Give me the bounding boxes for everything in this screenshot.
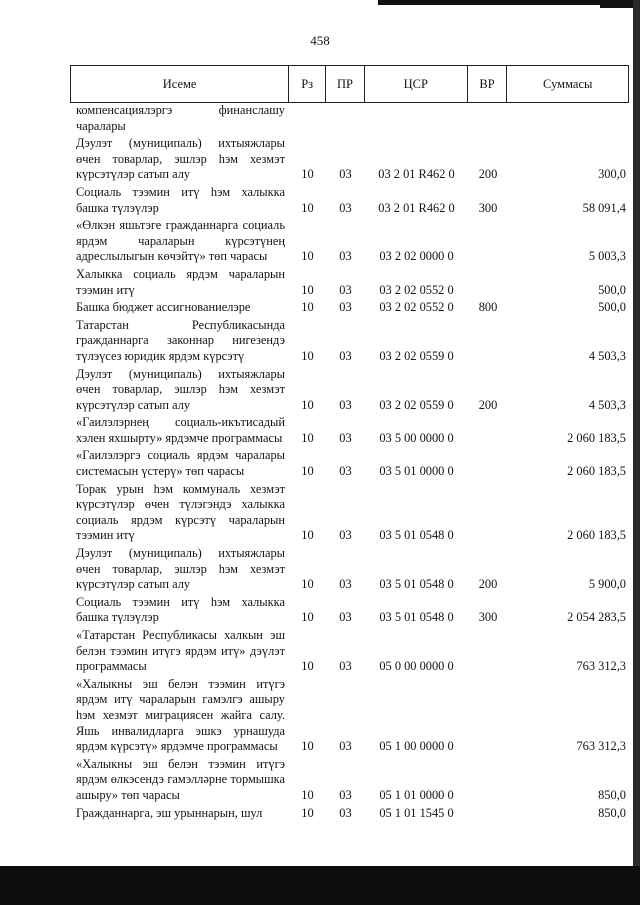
row-vr: 200 [478, 577, 498, 592]
row-pr: 03 [339, 167, 352, 182]
row-name: «Халыкны эш белэн тээмин итүгэ ярдэм итү чараларын гамэлгэ ашыру hэм хезмэт миграциясен жайга салу. Яшь инвалидларга эшкэ урнашуда ярдэм күрсэтү» ярдэмче программасы [76, 676, 285, 754]
row-name: Дэулэт (муниципаль) ихтыяжлары өчен товарлар, эшлэр hэм хезмэт күрсэтүлэр сатып алу [76, 546, 285, 592]
row-pr: 03 [339, 249, 352, 264]
table-row [70, 267, 629, 298]
row-csr [365, 103, 468, 134]
header-pr: ПР [326, 66, 365, 102]
row-vr [468, 415, 508, 446]
row-rz [289, 103, 326, 134]
page-number: 458 [310, 33, 330, 48]
row-pr: 03 [339, 397, 352, 412]
row-rz: 10 [301, 300, 314, 315]
row-name: «Гаилэлэрнең социаль-икътисадый хэлен яхшырту» ярдэмче программасы [76, 415, 285, 445]
row-rz: 10 [301, 282, 314, 297]
row-csr: 03 2 01 R462 0 [378, 200, 455, 215]
row-sum: 850,0 [598, 805, 626, 820]
row-rz: 10 [301, 739, 314, 754]
row-pr: 03 [339, 430, 352, 445]
row-csr: 03 5 01 0548 0 [379, 577, 454, 592]
row-pr: 03 [339, 348, 352, 363]
row-name: Торак урын hэм коммуналь хезмэт күрсэтүлэр өчен түлэгэндэ халыкка социаль ярдэм күрсэтү чараларын тээмин итү [76, 481, 285, 543]
row-pr: 03 [339, 787, 352, 802]
row-name: Башка бюджет ассигнованиелэре [76, 300, 251, 315]
row-rz: 10 [301, 249, 314, 264]
header-name: Исеме [71, 66, 289, 102]
table-row [70, 218, 629, 265]
row-rz: 10 [301, 805, 314, 820]
row-sum: 2 060 183,5 [567, 430, 626, 445]
row-sum: 500,0 [598, 300, 626, 315]
row-rz: 10 [301, 659, 314, 674]
table-row [70, 367, 629, 414]
row-rz: 10 [301, 167, 314, 182]
row-sum [508, 103, 629, 134]
table-row [70, 546, 629, 593]
row-csr: 03 2 02 0552 0 [379, 300, 454, 315]
row-pr [326, 103, 365, 134]
scan-edge-right [633, 0, 640, 905]
row-name: «Татарстан Республикасы халкын эш белэн тээмин итүгэ ярдэм итү» дэүлэт программасы [76, 628, 285, 674]
row-pr: 03 [339, 659, 352, 674]
header-vr: ВР [468, 66, 508, 102]
row-csr: 05 1 00 0000 0 [379, 739, 454, 754]
table-row [70, 677, 629, 755]
row-pr: 03 [339, 300, 352, 315]
row-rz: 10 [301, 430, 314, 445]
table-body [70, 103, 629, 823]
table-row [70, 482, 629, 544]
row-vr [468, 806, 508, 822]
row-vr: 800 [478, 300, 498, 315]
row-vr [468, 448, 508, 479]
row-csr: 03 2 02 0000 0 [379, 249, 454, 264]
row-vr [468, 482, 508, 544]
row-csr: 03 5 00 0000 0 [379, 430, 454, 445]
row-vr: 200 [478, 397, 498, 412]
row-sum: 4 503,3 [588, 397, 626, 412]
table-row [70, 136, 629, 183]
row-vr: 300 [478, 610, 498, 625]
row-rz: 10 [301, 348, 314, 363]
row-vr [468, 318, 508, 365]
row-name: Социаль тээмин итү hэм халыкка башка түлэүлэр [76, 184, 285, 215]
row-csr: 03 2 02 0559 0 [379, 348, 454, 363]
row-rz: 10 [301, 577, 314, 592]
row-name: компенсациялэргэ финанслашу чаралары [76, 103, 285, 133]
row-csr: 05 1 01 0000 0 [379, 787, 454, 802]
row-csr: 05 1 01 1545 0 [379, 805, 454, 820]
row-name: Халыкка социаль ярдэм чараларын тээмин итү [76, 266, 285, 297]
row-rz: 10 [301, 464, 314, 479]
row-vr: 300 [478, 200, 498, 215]
row-csr: 05 0 00 0000 0 [379, 659, 454, 674]
row-pr: 03 [339, 610, 352, 625]
row-sum: 58 091,4 [582, 200, 626, 215]
row-name: «Өлкэн яшьтэге гражданнарга социаль ярдэм чараларын күрсэтүнең адреслылыгын көчэйтү» төп чарасы [76, 218, 285, 264]
row-sum: 763 312,3 [576, 739, 626, 754]
table-row [70, 415, 629, 446]
row-pr: 03 [339, 464, 352, 479]
row-vr [468, 103, 508, 134]
row-name: Социаль тээмин итү hэм халыкка башка түлэүлэр [76, 594, 285, 625]
row-rz: 10 [301, 787, 314, 802]
row-pr: 03 [339, 739, 352, 754]
row-rz: 10 [301, 397, 314, 412]
row-csr: 03 2 01 R462 0 [378, 167, 455, 182]
row-sum: 500,0 [598, 282, 626, 297]
row-vr: 200 [478, 167, 498, 182]
table-row [70, 448, 629, 479]
row-rz: 10 [301, 200, 314, 215]
table-row [70, 757, 629, 804]
table-row [70, 595, 629, 626]
row-name: Татарстан Республикасында гражданнарга законнар нигезендэ түлэүсез юридик ярдэм күрсэтү [76, 317, 285, 363]
row-csr: 03 5 01 0548 0 [379, 528, 454, 543]
row-name: «Халыкны эш белэн тээмин итүгэ ярдэм өлкэсендэ гамэлләрне тормышка ашыру» төп чарасы [76, 756, 285, 802]
table-row [70, 185, 629, 216]
header-csr: ЦСР [365, 66, 468, 102]
row-sum: 2 054 283,5 [567, 610, 626, 625]
row-vr [468, 218, 508, 265]
row-csr: 03 5 01 0000 0 [379, 464, 454, 479]
row-sum: 5 003,3 [588, 249, 626, 264]
row-csr: 03 5 01 0548 0 [379, 610, 454, 625]
row-vr [468, 267, 508, 298]
row-sum: 5 900,0 [588, 577, 626, 592]
row-name: Дэулэт (муниципаль) ихтыяжлары өчен товарлар, эшлэр hэм хезмэт күрсэтүлэр сатып алу [76, 136, 285, 182]
row-pr: 03 [339, 282, 352, 297]
table-row [70, 628, 629, 675]
row-csr: 03 2 02 0559 0 [379, 397, 454, 412]
row-pr: 03 [339, 577, 352, 592]
row-rz: 10 [301, 528, 314, 543]
row-name: Гражданнарга, эш урыннарын, шул [76, 805, 263, 820]
table-row [70, 103, 629, 134]
table-row [70, 300, 629, 316]
row-name: Дэулэт (муниципаль) ихтыяжлары өчен товарлар, эшлэр hэм хезмэт күрсэтүлэр сатып алу [76, 366, 285, 412]
row-vr [468, 677, 508, 755]
row-csr: 03 2 02 0552 0 [379, 282, 454, 297]
row-sum: 2 060 183,5 [567, 528, 626, 543]
header-sum: Суммасы [543, 76, 593, 91]
row-sum: 2 060 183,5 [567, 464, 626, 479]
row-pr: 03 [339, 200, 352, 215]
row-pr: 03 [339, 528, 352, 543]
table-header [70, 65, 629, 103]
row-sum: 4 503,3 [588, 348, 626, 363]
row-vr [468, 628, 508, 675]
row-rz: 10 [301, 610, 314, 625]
row-pr: 03 [339, 805, 352, 820]
table-row [70, 806, 629, 822]
header-rz: Рз [289, 66, 326, 102]
row-sum: 300,0 [598, 167, 626, 182]
row-vr [468, 757, 508, 804]
table-row [70, 318, 629, 365]
row-name: «Гаилэлэргэ социаль ярдэм чаралары системасын үстерү» төп чарасы [76, 448, 285, 479]
scan-edge-bottom [0, 866, 640, 905]
row-sum: 763 312,3 [576, 659, 626, 674]
row-sum: 850,0 [598, 787, 626, 802]
